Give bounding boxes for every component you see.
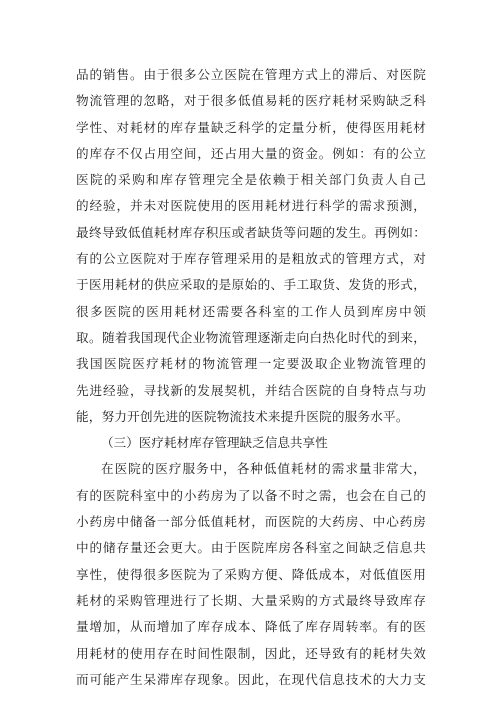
text-line: 有的公立医院对于库存管理采用的是粗放式的管理方式，对	[76, 251, 426, 267]
text-line: 有的医院科室中的小药房为了以备不时之需，也会在自己的	[76, 487, 426, 503]
text-line: 耗材的采购管理进行了长期、大量采购的方式最终导致库存	[76, 592, 426, 608]
text-line: 学性、对耗材的库存量缺乏科学的定量分析，使得医用耗材	[76, 119, 426, 135]
text-line: 我国医院医疗耗材的物流管理一定要汲取企业物流管理的	[76, 356, 426, 372]
text-line: 于医用耗材的供应采取的是原始的、手工取货、发货的形式，	[76, 277, 426, 293]
text-line: 的库存不仅占用空间，还占用大量的资金。例如：有的公立	[76, 145, 426, 161]
paragraph-2	[76, 456, 426, 693]
text-line: 最终导致低值耗材库存积压或者缺货等问题的发生。再例如：	[76, 224, 426, 240]
text-line: 取。随着我国现代企业物流管理逐渐走向白热化时代的到来，	[76, 329, 426, 345]
paragraph-1	[76, 62, 426, 430]
text-line: 品的销售。由于很多公立医院在管理方式上的滞后、对医院	[76, 67, 426, 82]
text-line: 能，努力开创先进的医院物流技术来提升医院的服务水平。	[76, 408, 409, 424]
text-line: 很多医院的医用耗材还需要各科室的工作人员到库房中领	[76, 303, 426, 319]
text-line: 中的储存量还会更大。由于医院库房各科室之间缺乏信息共	[76, 540, 426, 556]
text-line: 而可能产生呆滞库存现象。因此，在现代信息技术的大力支	[76, 671, 426, 687]
document-page	[76, 62, 426, 693]
text-line: 享性，使得很多医院为了采购方便、降低成本，对低值医用	[76, 566, 426, 582]
text-line: 物流管理的忽略，对于很多低值易耗的医疗耗材采购缺乏科	[76, 93, 426, 109]
section-heading: （三）医疗耗材库存管理缺乏信息共享性	[101, 435, 328, 451]
text-line: 先进经验，寻找新的发展契机，并结合医院的自身特点与功	[76, 382, 426, 398]
text-line: 用耗材的使用存在时间性限制，因此，还导致有的耗材失效	[76, 645, 426, 661]
text-line: 的经验，并未对医院使用的医用耗材进行科学的需求预测，	[76, 198, 426, 214]
text-line: 在医院的医疗服务中，各种低值耗材的需求量非常大，	[101, 461, 426, 477]
text-line: 量增加，从而增加了库存成本、降低了库存周转率。有的医	[76, 619, 426, 635]
text-line: 医院的采购和库存管理完全是依赖于相关部门负责人自己	[76, 172, 426, 188]
text-line: 小药房中储备一部分低值耗材，而医院的大药房、中心药房	[76, 514, 426, 530]
